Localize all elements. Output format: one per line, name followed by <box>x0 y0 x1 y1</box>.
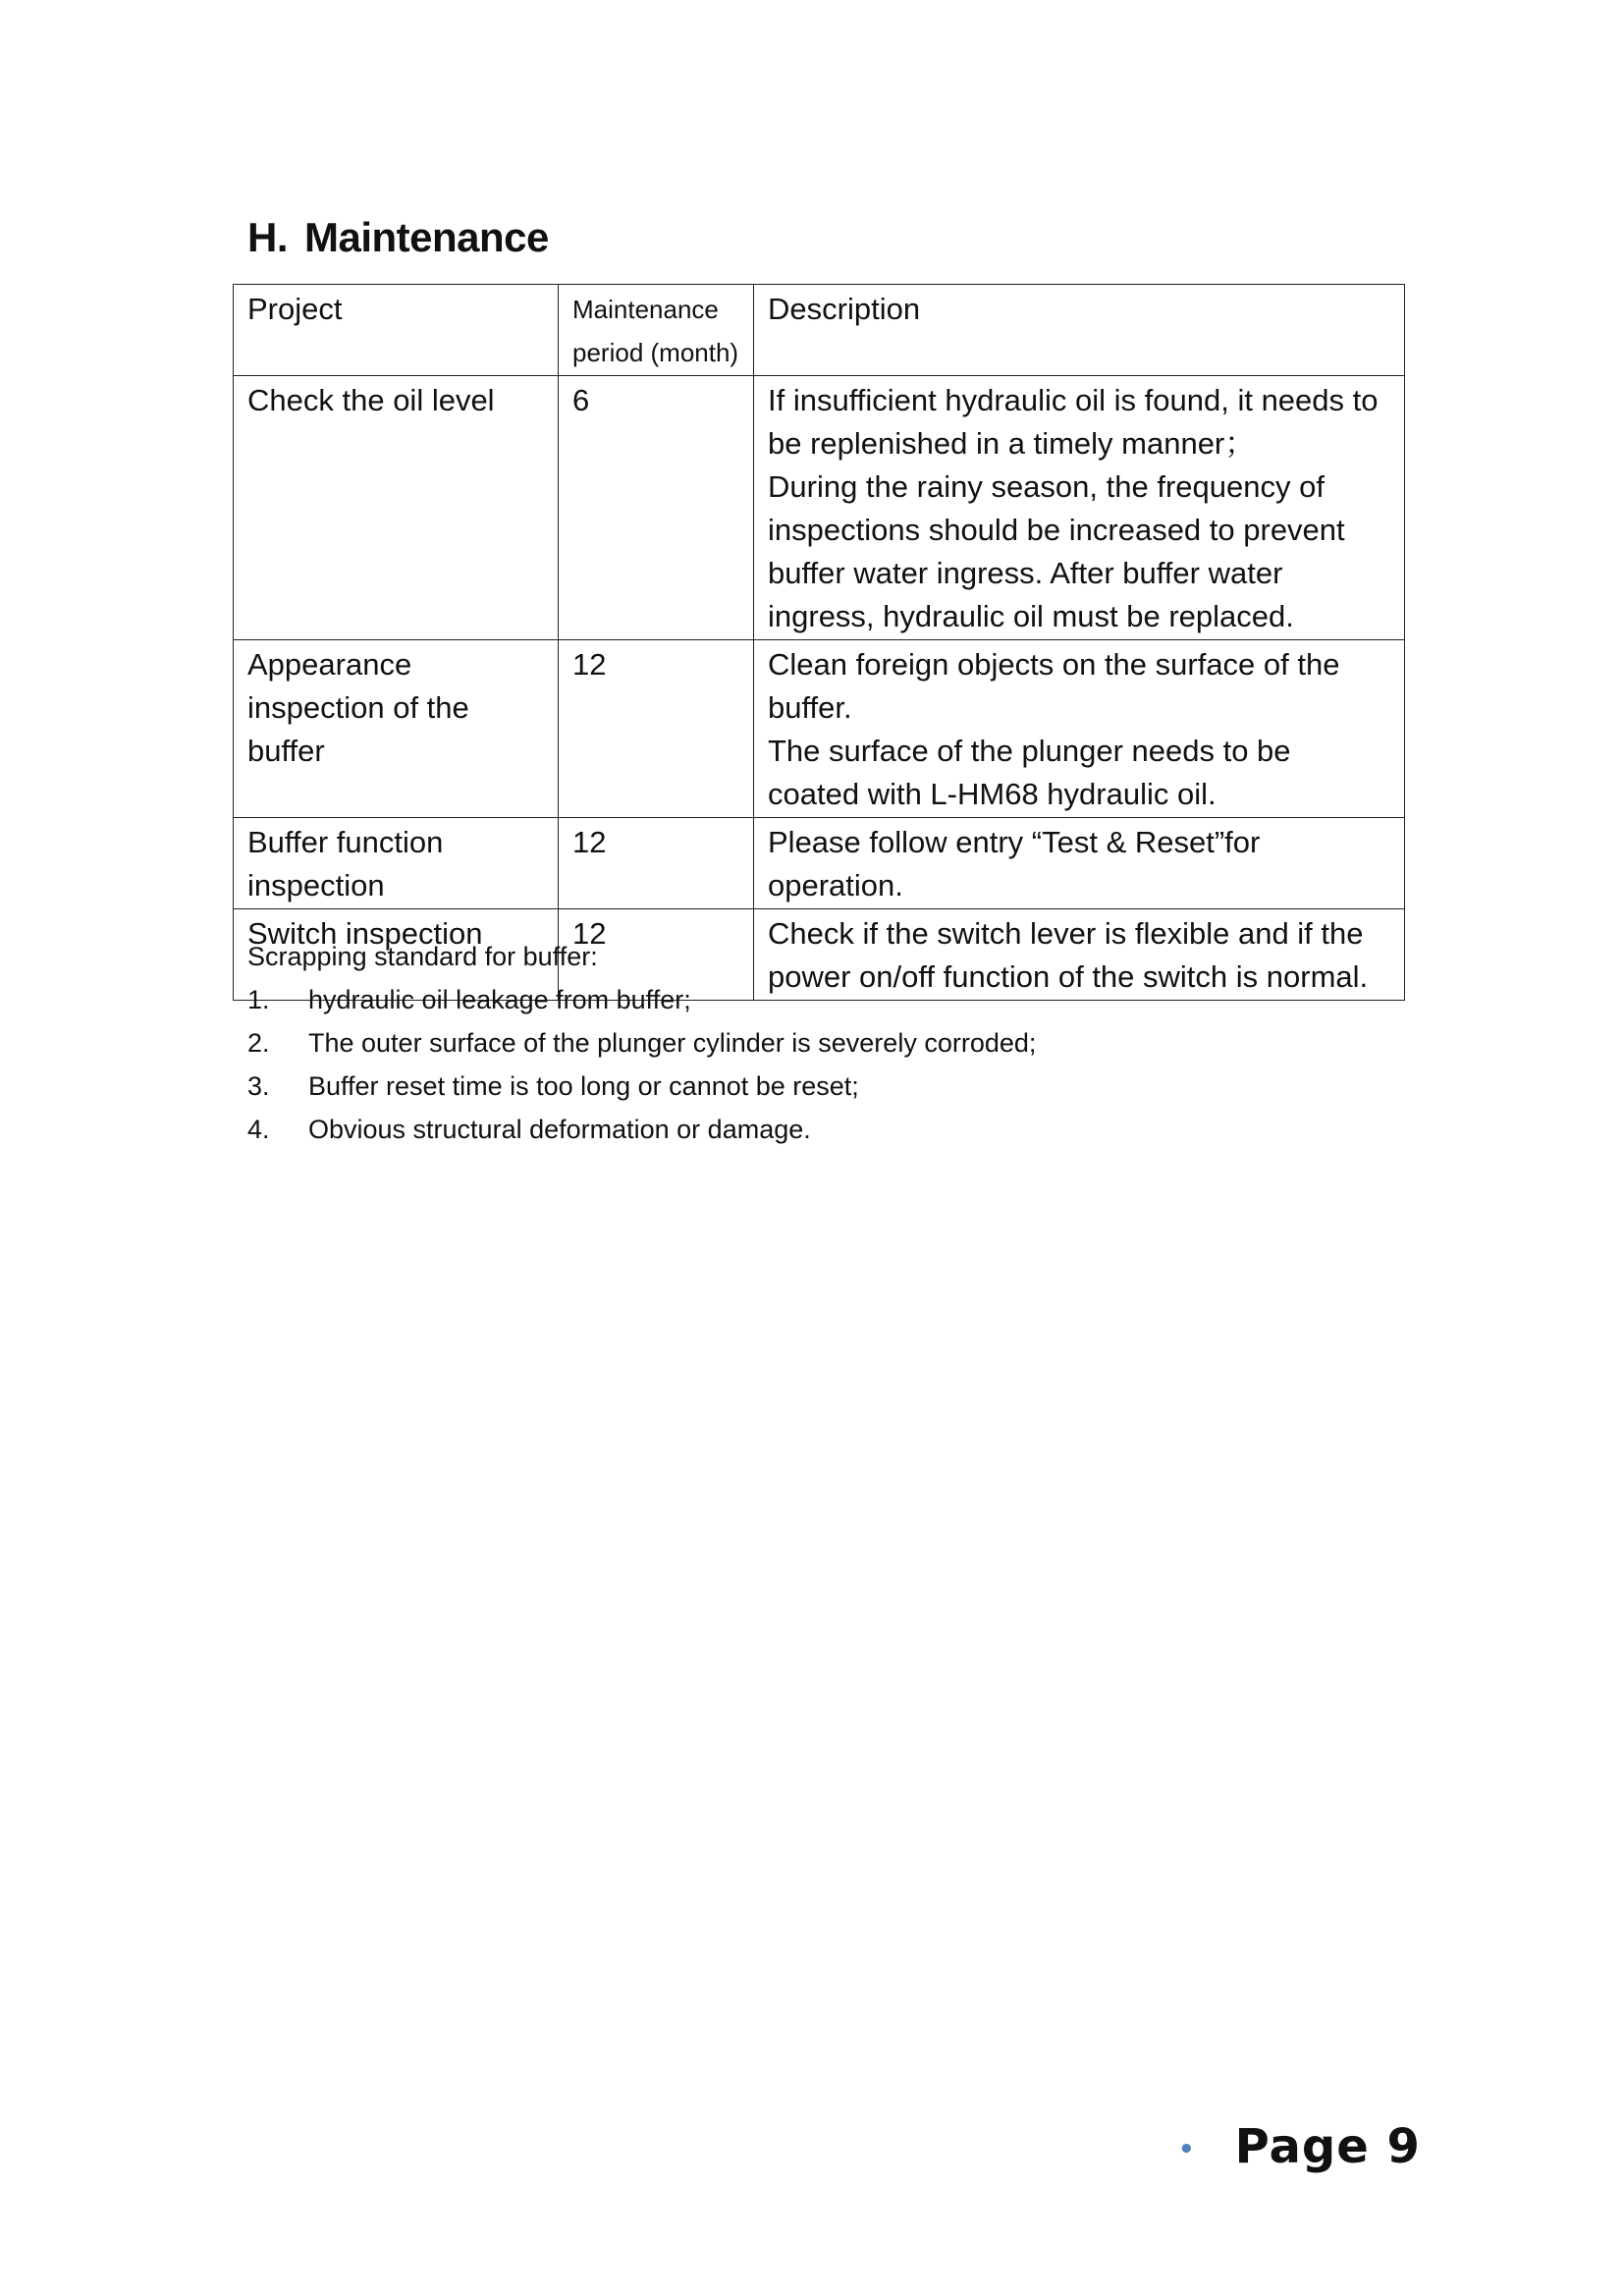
cell-project: Appearance inspection of the buffer <box>234 640 559 818</box>
list-item <box>247 1108 1036 1151</box>
description-line: If insufficient hydraulic oil is found, it needs to be replenished in a timely manner； <box>768 383 1379 461</box>
cell-project: Check the oil level <box>234 376 559 640</box>
list-item-text: Obvious structural deformation or damage. <box>308 1115 811 1144</box>
table-row <box>234 818 1405 909</box>
description-line: Check if the switch lever is flexible and if the power on/off function of the switch is normal. <box>768 916 1369 994</box>
header-period: Maintenance period (month) <box>559 285 754 376</box>
cell-description <box>754 818 1405 909</box>
cell-project: Buffer function inspection <box>234 818 559 909</box>
header-project: Project <box>234 285 559 376</box>
list-item-text: The outer surface of the plunger cylinder is severely corroded; <box>308 1028 1037 1058</box>
description-line: During the rainy season, the frequency of inspections should be increased to prevent buffer water ingress. After buffer water ingress, hydraulic oil must be replaced. <box>768 469 1345 633</box>
list-item-number: 2. <box>247 1028 270 1058</box>
list-item-number: 4. <box>247 1115 270 1144</box>
list-item-text: hydraulic oil leakage from buffer; <box>308 985 691 1014</box>
cell-project: Switch inspection <box>234 909 559 1001</box>
cell-period: 12 <box>559 640 754 818</box>
maintenance-table <box>233 284 1405 1001</box>
cell-description <box>754 376 1405 640</box>
scrapping-standard <box>247 935 1036 1151</box>
table-row <box>234 376 1405 640</box>
cell-period: 6 <box>559 376 754 640</box>
bullet-icon: • <box>1178 2135 1196 2164</box>
cell-description <box>754 640 1405 818</box>
cell-period: 12 <box>559 909 754 1001</box>
cell-period: 12 <box>559 818 754 909</box>
section-number: H. <box>247 214 288 260</box>
section-heading <box>247 214 549 261</box>
page-footer <box>1178 2119 1421 2174</box>
scrapping-list <box>247 978 1036 1151</box>
list-item <box>247 1065 1036 1108</box>
description-line: Clean foreign objects on the surface of the buffer. <box>768 647 1340 725</box>
table-header-row <box>234 285 1405 376</box>
list-item-number: 3. <box>247 1071 270 1101</box>
description-line: Please follow entry “Test & Reset”for operation. <box>768 825 1261 902</box>
scrapping-title: Scrapping standard for buffer: <box>247 942 598 971</box>
list-item <box>247 1021 1036 1065</box>
list-item <box>247 978 1036 1021</box>
header-description: Description <box>754 285 1405 376</box>
description-line: The surface of the plunger needs to be coated with L-HM68 hydraulic oil. <box>768 734 1291 811</box>
list-item-number: 1. <box>247 985 270 1014</box>
list-item-text: Buffer reset time is too long or cannot be reset; <box>308 1071 859 1101</box>
page-number: Page 9 <box>1234 2119 1421 2174</box>
table-row <box>234 640 1405 818</box>
section-title: Maintenance <box>304 214 549 260</box>
